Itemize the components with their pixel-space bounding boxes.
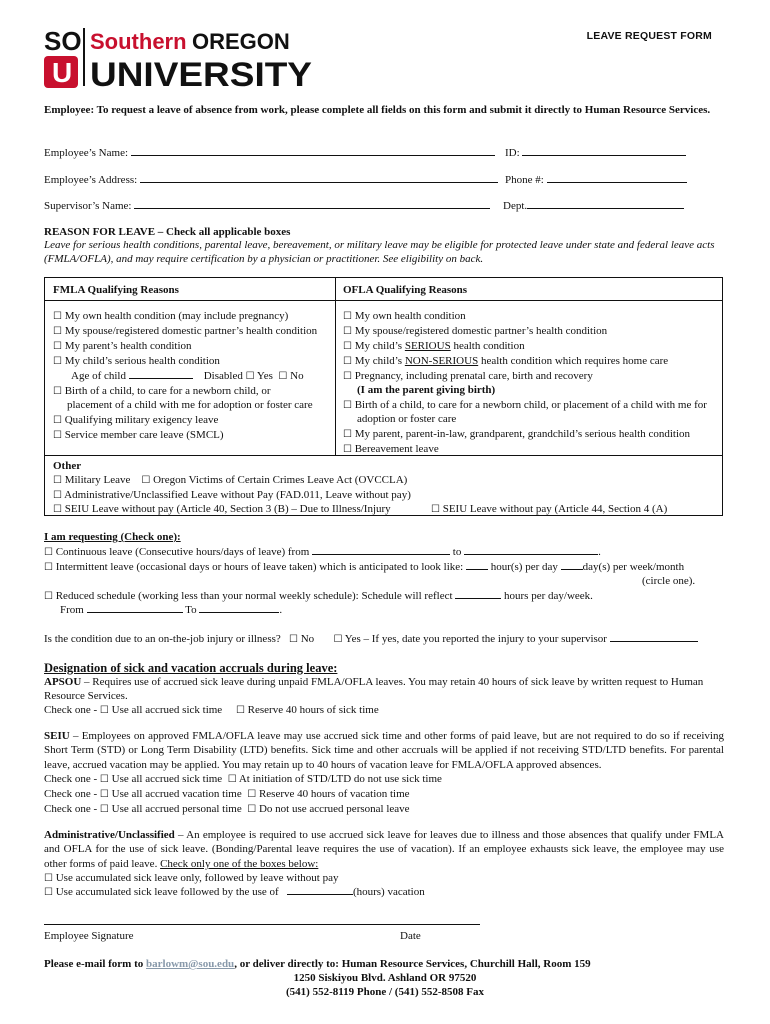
seiu-personal-checkbox[interactable]: ☐: [99, 804, 109, 815]
admin-label: Administrative/Unclassified: [44, 829, 175, 841]
ofla-spouse-health-label: My spouse/registered domestic partner’s health condition: [354, 325, 608, 337]
seiu-sick-checkbox[interactable]: ☐: [99, 774, 109, 785]
fmla-spouse-health-label: My spouse/registered domestic partner’s health condition: [64, 325, 318, 337]
date-label: Date: [400, 930, 421, 942]
admin-option-2-label: Use accumulated sick leave followed by the use of: [55, 886, 279, 898]
other-admin[interactable]: [53, 488, 411, 502]
reduced-to-label: To: [185, 604, 197, 616]
ofla-heading: OFLA Qualifying Reasons: [343, 284, 468, 296]
seiu-row-2: [44, 787, 410, 801]
seiu-no-personal-checkbox[interactable]: ☐: [247, 804, 257, 815]
checkbox[interactable]: ☐: [343, 444, 352, 455]
employee-address-field[interactable]: [44, 173, 498, 187]
admin-paragraph: [44, 828, 724, 871]
intermittent-checkbox[interactable]: ☐: [44, 562, 53, 573]
disabled-no-label: No: [290, 370, 304, 382]
ofla-parent-giving-birth: (I am the parent giving birth): [357, 384, 496, 396]
age-of-child-label: Age of child: [71, 370, 126, 382]
apsou-use-sick-label: Use all accrued sick time: [111, 704, 223, 716]
reduced-schedule-row[interactable]: [44, 589, 593, 603]
apsou-reserve-label: Reserve 40 hours of sick time: [247, 704, 379, 716]
seiu-row-1: [44, 772, 442, 786]
sou-logo: [44, 26, 314, 90]
dept-field[interactable]: [503, 199, 684, 213]
fmla-service-member-label: Service member care leave (SMCL): [64, 429, 224, 441]
checkbox[interactable]: ☐: [53, 415, 62, 426]
ofla-bereavement[interactable]: [343, 442, 439, 456]
logo-u-text: U: [52, 57, 73, 88]
seiu-label: SEIU: [44, 730, 70, 742]
employee-address-line[interactable]: [140, 173, 498, 183]
disabled-yes-label: Yes: [256, 370, 273, 382]
checkbox[interactable]: ☐: [53, 311, 62, 322]
logo-university-text: UNIVERSITY: [90, 56, 313, 90]
fmla-birth[interactable]: [53, 384, 271, 398]
continuous-checkbox[interactable]: ☐: [44, 547, 53, 558]
ovccla-label: Oregon Victims of Certain Crimes Leave Act (OVCCLA): [153, 474, 408, 486]
intermittent-leave-row[interactable]: [44, 560, 684, 574]
reduced-to-line[interactable]: [199, 603, 279, 613]
id-field[interactable]: [505, 146, 686, 160]
reason-heading: REASON FOR LEAVE – Check all applicable boxes: [44, 226, 291, 238]
circle-one: (circle one).: [642, 575, 696, 587]
id-label: ID:: [505, 147, 520, 159]
fmla-exigency-label: Qualifying military exigency leave: [64, 414, 219, 426]
dept-label: Dept.: [503, 200, 528, 212]
reasons-table: [44, 277, 723, 516]
military-checkbox[interactable]: ☐: [53, 475, 62, 486]
logo-divider: [83, 28, 85, 86]
ofla-parent-health-label: My parent, parent-in-law, grandparent, grandchild’s serious health condition: [354, 428, 691, 440]
ofla-child-non-pre: My child’s: [354, 355, 405, 367]
ofla-parent-health[interactable]: [343, 427, 690, 441]
military-label: Military Leave: [64, 474, 131, 486]
admin-option-2-post: (hours) vacation: [352, 886, 425, 898]
ofla-bereavement-label: Bereavement leave: [354, 443, 439, 455]
checkbox[interactable]: ☐: [343, 356, 352, 367]
reduced-checkbox[interactable]: ☐: [44, 591, 53, 602]
supervisor-name-field[interactable]: [44, 199, 490, 213]
seiu-check-one-label: Check one -: [44, 773, 98, 785]
ofla-child-serious-emphasis: SERIOUS: [404, 340, 451, 352]
other-heading: Other: [53, 460, 82, 472]
ofla-child-non-serious[interactable]: [343, 354, 668, 368]
checkbox[interactable]: ☐: [53, 490, 62, 501]
requesting-heading: I am requesting (Check one):: [44, 531, 181, 543]
ofla-child-non-emphasis: NON-SERIOUS: [404, 355, 479, 367]
employee-signature-label: Employee Signature: [44, 930, 134, 942]
continuous-leave-row[interactable]: ☐ Continuous leave (Consecutive hours/days of leave) from to .: [44, 546, 601, 558]
employee-name-field[interactable]: [44, 146, 495, 160]
apsou-use-sick-checkbox[interactable]: ☐: [99, 705, 109, 716]
age-of-child-line[interactable]: [129, 369, 193, 379]
seiu-vacation-label: Use all accrued vacation time: [111, 788, 242, 800]
fmla-own-health[interactable]: [53, 309, 288, 323]
injury-yes-checkbox[interactable]: ☐: [333, 634, 343, 645]
supervisor-name-line[interactable]: [134, 199, 490, 209]
reduced-from-label: From: [60, 604, 84, 616]
admin-option-1[interactable]: [44, 871, 338, 885]
fmla-parent-health[interactable]: [53, 339, 192, 353]
checkbox[interactable]: ☐: [431, 504, 440, 515]
reason-note: Leave for serious health conditions, parental leave, bereavement, or military leave may be eligible for protected leave under state and federal leave acts (FMLA/OFLA), and may require certification by a physician or practitioner. See eligibility on back.: [44, 239, 715, 266]
fmla-exigency[interactable]: [53, 413, 218, 427]
fmla-age-of-child-row: [71, 369, 304, 383]
apsou-check-row: [44, 703, 379, 717]
apsou-check-one-label: Check one -: [44, 704, 98, 716]
apsou-text: – Requires use of accrued sick leave during unpaid FMLA/OFLA leaves. You may retain 40 hours of sick leave by written request to Human Resource Services.: [44, 676, 704, 703]
checkbox[interactable]: ☐: [53, 326, 62, 337]
table-header-divider: [45, 300, 722, 301]
checkbox[interactable]: ☐: [53, 504, 62, 515]
table-column-divider: [335, 278, 336, 455]
continuous-from-line[interactable]: [312, 545, 450, 555]
seiu-std-checkbox[interactable]: ☐: [227, 774, 237, 785]
employee-name-label: Employee’s Name:: [44, 147, 129, 159]
checkbox[interactable]: ☐: [53, 430, 62, 441]
fmla-spouse-health[interactable]: [53, 324, 317, 338]
other-seiu44[interactable]: [431, 502, 667, 516]
intermittent-days-line[interactable]: [561, 560, 583, 570]
fmla-parent-health-label: My parent’s health condition: [64, 340, 192, 352]
ofla-pregnancy[interactable]: [343, 369, 593, 383]
id-line[interactable]: [522, 146, 686, 156]
admin-option-1-checkbox[interactable]: ☐: [44, 873, 53, 884]
days-per-label: day(s) per week/month: [582, 561, 685, 573]
footer-address: 1250 Siskiyou Blvd. Ashland OR 97520: [293, 972, 477, 984]
injury-no-label: No: [300, 633, 315, 645]
apsou-paragraph: [44, 675, 724, 704]
ofla-birth-line2: adoption or foster care: [357, 413, 457, 425]
phone-label: Phone #:: [505, 174, 544, 186]
reduced-from-line[interactable]: [87, 603, 183, 613]
dept-line[interactable]: [527, 199, 684, 209]
continuous-to-line[interactable]: [464, 545, 598, 555]
checkbox[interactable]: ☐: [53, 356, 62, 367]
fmla-heading: FMLA Qualifying Reasons: [53, 284, 179, 296]
other-seiu40-label: SEIU Leave without pay (Article 40, Section 3 (B) – Due to Illness/Injury: [64, 503, 391, 515]
checkbox[interactable]: ☐: [343, 311, 352, 322]
continuous-to-label: to: [452, 546, 462, 558]
logo-southern-text: Southern: [90, 29, 187, 54]
seiu-vacation-checkbox[interactable]: ☐: [99, 789, 109, 800]
seiu-personal-label: Use all accrued personal time: [111, 803, 242, 815]
injury-row: [44, 632, 698, 646]
seiu-text: – Employees on approved FMLA/OFLA leave may use accrued sick time and other forms of paid leave, but are not required to do so if receiving Short Term (STD) or Long Term Disability (LTD) benefits. Sick time and other accruals will be applied if not receiving STD/LTD benefits. For parental leave, accrued vacation may be applied. You may retain up to 40 hours of vacation leave for FMLA/OFLA approved absences.: [44, 730, 724, 771]
form-title: LEAVE REQUEST FORM: [586, 30, 712, 42]
ofla-birth[interactable]: [343, 398, 707, 412]
ofla-own-health-label: My own health condition: [354, 310, 466, 322]
apsou-reserve-checkbox[interactable]: ☐: [235, 705, 245, 716]
seiu-check-one-label: Check one -: [44, 788, 98, 800]
admin-text: – An employee is required to use accrued sick leave for leaves due to illness and those absences that qualify under FMLA and OFLA for the use of sick leave. (Bonding/Parental leave requires the use of vacation). If an employee exhausts sick leave, the employee may use other forms of paid leave.: [44, 829, 724, 870]
ovccla-checkbox[interactable]: ☐: [141, 475, 151, 486]
fmla-child-health[interactable]: [53, 354, 220, 368]
reduced-label: Reduced schedule (working less than your normal weekly schedule): Schedule will reflect: [55, 590, 453, 602]
signature-line[interactable]: [44, 924, 480, 925]
other-seiu44-label: SEIU Leave without pay (Article 44, Section 4 (A): [442, 503, 668, 515]
footer-post: , or deliver directly to: Human Resource Services, Churchill Hall, Room 159: [234, 958, 591, 970]
checkbox[interactable]: ☐: [343, 400, 352, 411]
intermittent-hours-line[interactable]: [466, 560, 488, 570]
logo-so-text: SO: [44, 26, 82, 56]
seiu-no-personal-label: Do not use accrued personal leave: [258, 803, 410, 815]
seiu-check-one-label: Check one -: [44, 803, 98, 815]
disabled-yes-checkbox[interactable]: ☐: [245, 371, 255, 382]
vacation-hours-line[interactable]: [287, 885, 353, 895]
injury-question: Is the condition due to an on-the-job injury or illness?: [44, 633, 281, 645]
footer-line-1: [44, 957, 591, 971]
fmla-birth-label: Birth of a child, to care for a newborn child, or: [64, 385, 271, 397]
checkbox[interactable]: ☐: [53, 341, 62, 352]
checkbox[interactable]: ☐: [343, 429, 352, 440]
seiu-paragraph: [44, 729, 724, 772]
other-seiu40[interactable]: [53, 502, 391, 516]
ofla-spouse-health[interactable]: [343, 324, 607, 338]
checkbox[interactable]: ☐: [343, 341, 352, 352]
fmla-service-member[interactable]: [53, 428, 224, 442]
seiu-sick-label: Use all accrued sick time: [111, 773, 223, 785]
continuous-label: Continuous leave (Consecutive hours/days of leave) from: [55, 546, 310, 558]
designation-heading: Designation of sick and vacation accruals during leave:: [44, 661, 338, 675]
fmla-own-health-label: My own health condition (may include pregnancy): [64, 310, 289, 322]
intro-text: Employee: To request a leave of absence from work, please complete all fields on this form and submit it directly to Human Resource Services.: [44, 104, 711, 116]
other-military-row: [53, 473, 407, 487]
footer-phone: (541) 552-8119 Phone / (541) 552-8508 Fax: [286, 986, 484, 998]
reduced-from-to-row: From To .: [60, 604, 283, 616]
fmla-birth-line2: placement of a child with me for adoption or foster care: [67, 399, 313, 411]
employee-name-line[interactable]: [131, 146, 495, 156]
admin-option-2-checkbox[interactable]: ☐: [44, 887, 53, 898]
other-admin-label: Administrative/Unclassified Leave without Pay (FAD.011, Leave without pay): [64, 489, 411, 501]
footer-pre: Please e-mail form to: [44, 958, 147, 970]
ofla-child-non-post: health condition which requires home care: [478, 355, 669, 367]
injury-no-checkbox[interactable]: ☐: [289, 634, 298, 645]
ofla-pregnancy-label: Pregnancy, including prenatal care, birth and recovery: [354, 370, 593, 382]
phone-field[interactable]: [505, 173, 687, 187]
admin-option-2[interactable]: [44, 885, 425, 899]
checkbox[interactable]: ☐: [343, 371, 352, 382]
disabled-label: Disabled: [203, 370, 243, 382]
ofla-child-serious[interactable]: [343, 339, 525, 353]
admin-check-only-one: Check only one of the boxes below:: [160, 857, 319, 870]
email-link[interactable]: barlowm@sou.edu: [146, 958, 235, 970]
ofla-child-serious-post: health condition: [450, 340, 525, 352]
phone-line[interactable]: [547, 173, 687, 183]
seiu-std-label: At initiation of STD/LTD do not use sick time: [238, 773, 442, 785]
ofla-own-health[interactable]: [343, 309, 466, 323]
hours-per-day-week-label: hours per day/week.: [504, 590, 593, 602]
apsou-label: APSOU: [44, 676, 82, 688]
ofla-birth-label: Birth of a child, to care for a newborn child, or placement of a child with me for: [354, 399, 707, 411]
disabled-no-checkbox[interactable]: ☐: [278, 371, 288, 382]
ofla-child-serious-pre: My child’s: [354, 340, 405, 352]
admin-option-1-label: Use accumulated sick leave only, followed by leave without pay: [55, 872, 339, 884]
checkbox[interactable]: ☐: [343, 326, 352, 337]
employee-address-label: Employee’s Address:: [44, 174, 138, 186]
fmla-child-health-label: My child’s serious health condition: [64, 355, 220, 367]
seiu-reserve-vacation-label: Reserve 40 hours of vacation time: [258, 788, 410, 800]
seiu-reserve-vacation-checkbox[interactable]: ☐: [247, 789, 257, 800]
hours-per-day-label: hour(s) per day: [490, 561, 558, 573]
intermittent-label: Intermittent leave (occasional days or hours of leave taken) which is anticipated to look like:: [55, 561, 464, 573]
checkbox[interactable]: ☐: [53, 386, 62, 397]
seiu-row-3: [44, 802, 410, 816]
logo-oregon-text: OREGON: [192, 29, 290, 54]
reduced-hours-line[interactable]: [455, 589, 501, 599]
injury-yes-label: Yes – If yes, date you reported the injury to your supervisor: [344, 633, 607, 645]
injury-date-line[interactable]: [610, 632, 698, 642]
supervisor-name-label: Supervisor’s Name:: [44, 200, 132, 212]
